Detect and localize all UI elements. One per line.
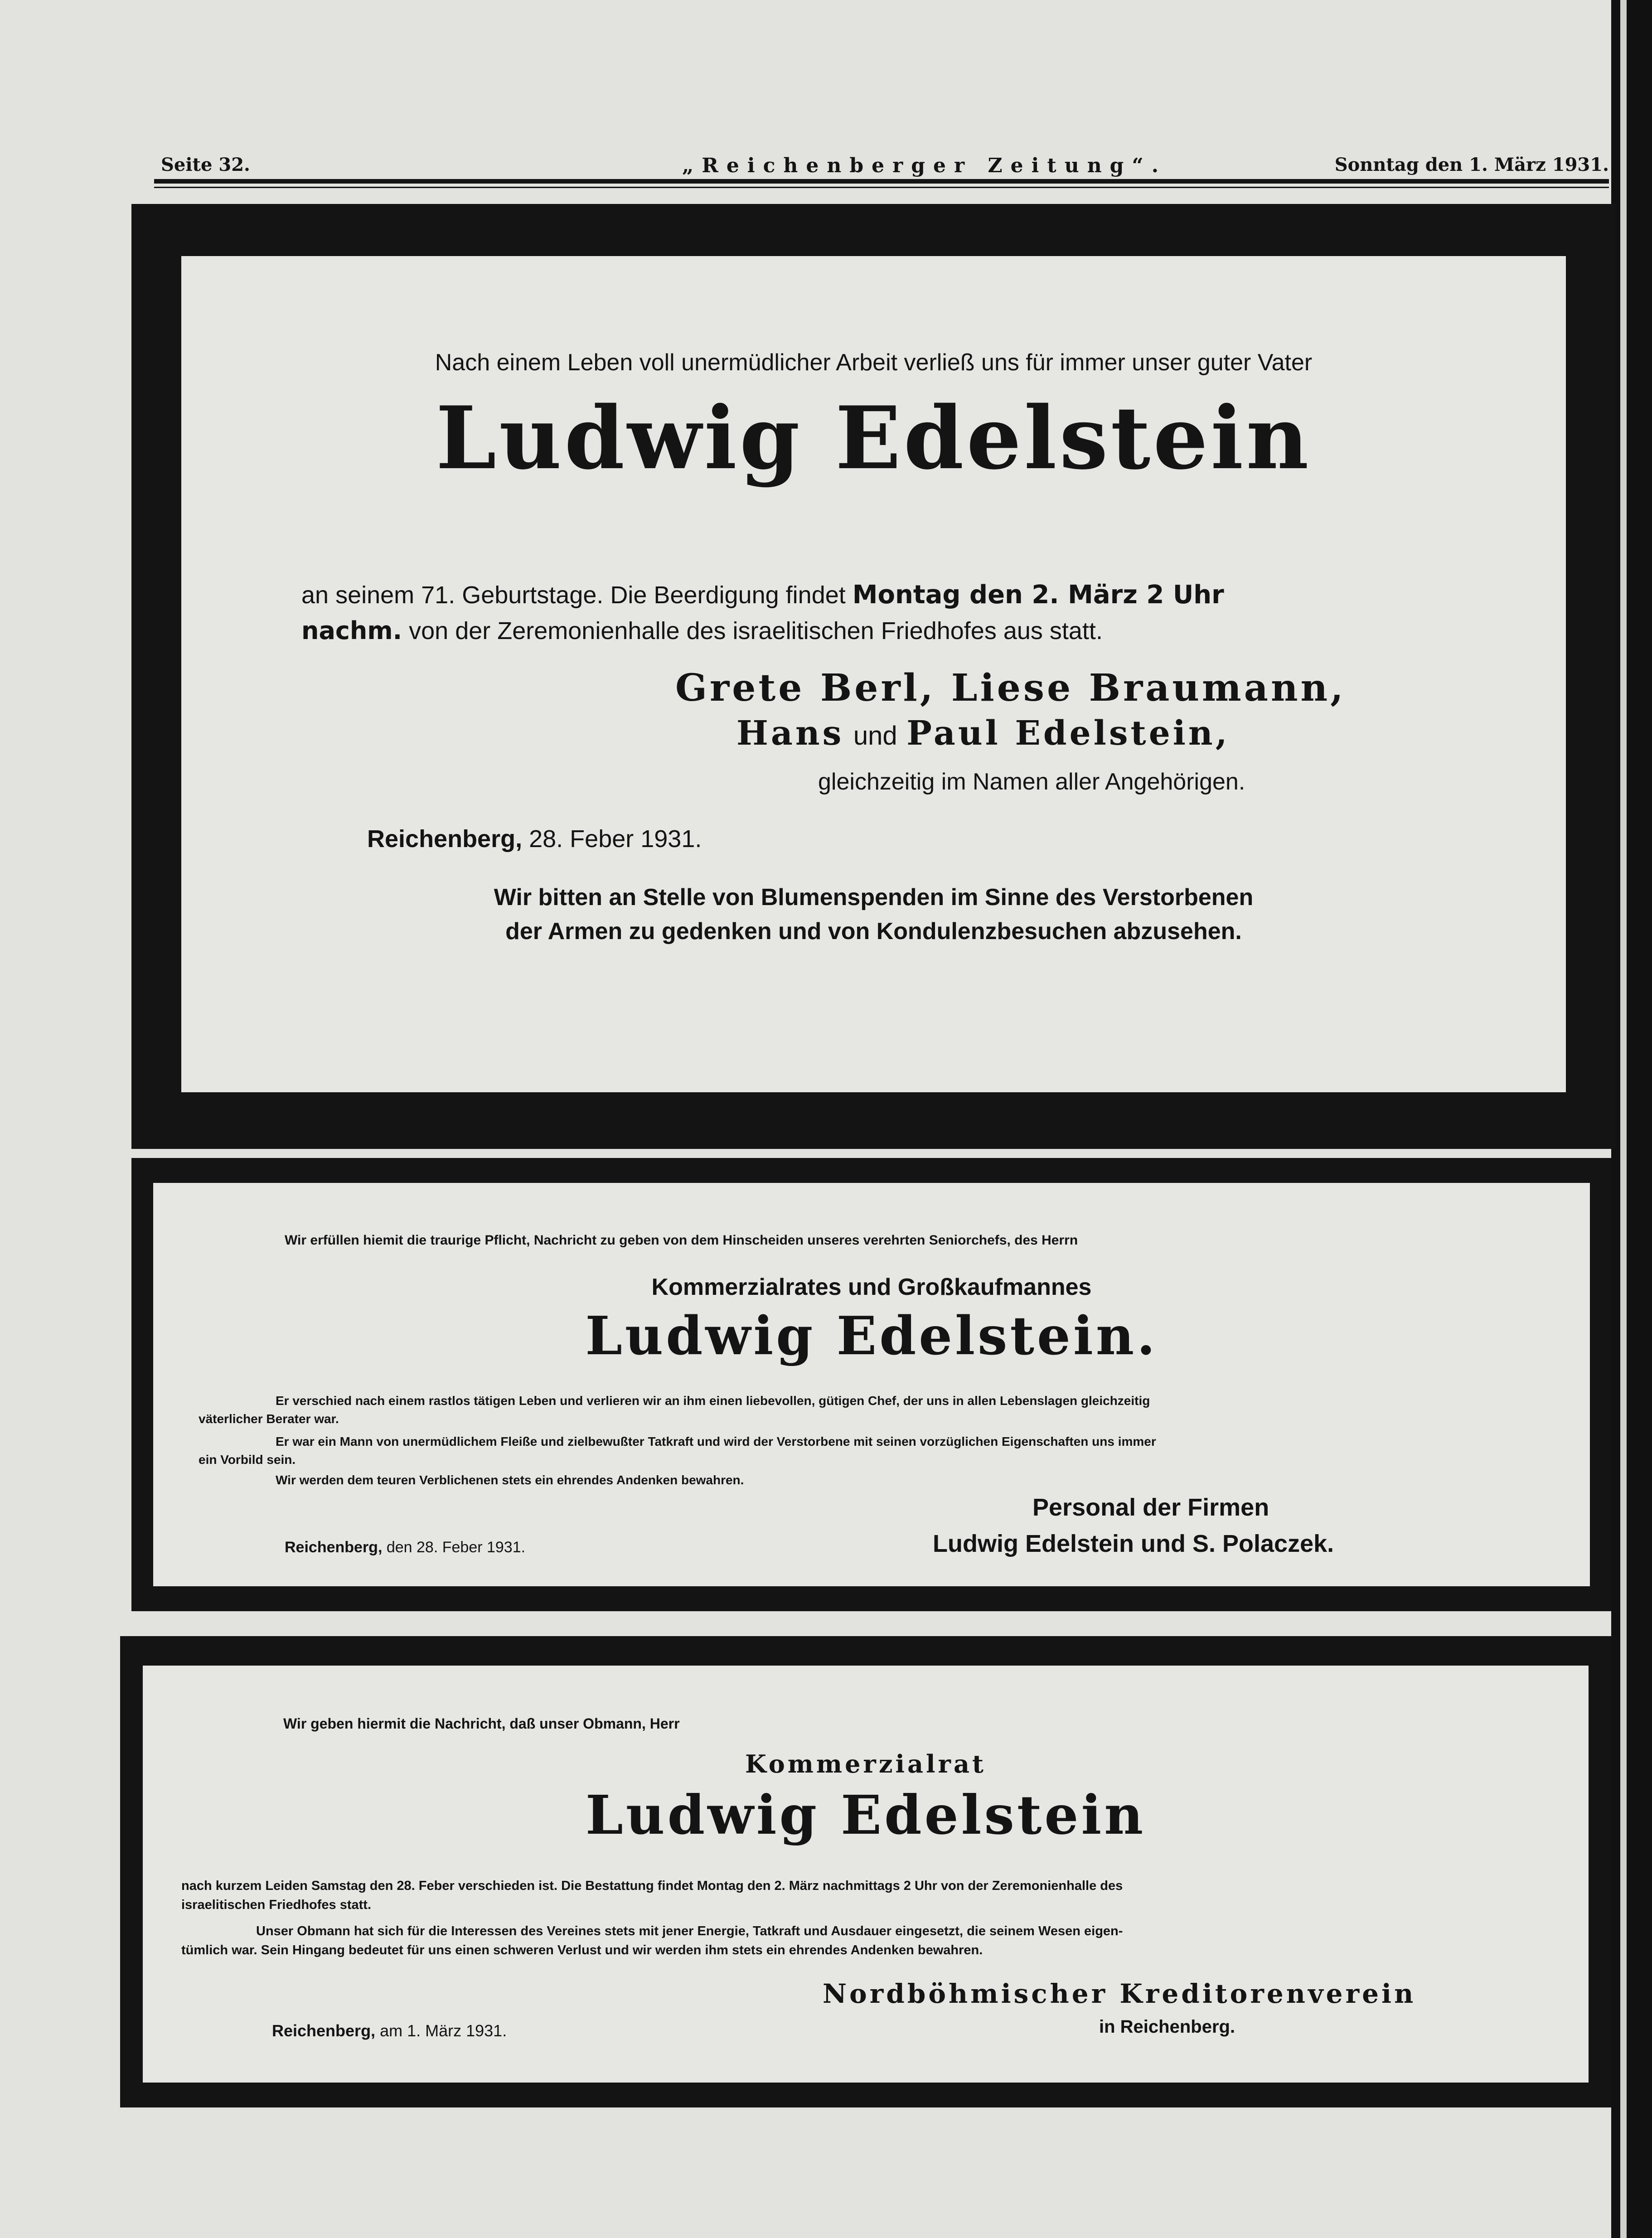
header-rule (154, 179, 1609, 184)
staff-para-2b: ein Vorbild sein. (199, 1453, 296, 1467)
association-date: am 1. März 1931. (380, 2021, 507, 2040)
header-rule-thin (154, 187, 1609, 188)
scan-edge (1611, 0, 1652, 2238)
relatives-line: gleichzeitig im Namen aller Angehörigen. (818, 769, 1245, 795)
obituary-intro: Nach einem Leben voll unermüdlicher Arbeit verließ uns für immer unser guter Vater (435, 349, 1313, 376)
association-para-2b: tümlich war. Sein Hingang bedeutet für uns einen schweren Verlust und wir werden ihm stets ein ehrendes Andenken bewahren. (181, 1943, 983, 1957)
staff-title: Kommerzialrates und Großkaufmannes (651, 1274, 1092, 1300)
association-para-2a: Unser Obmann hat sich für die Interessen des Vereines stets mit jener Energie, Tatkraft und Ausdauer eingesetzt, die seinem Wesen eigen- (256, 1924, 1123, 1938)
funeral-date: Montag den 2. März 2 Uhr (852, 580, 1224, 610)
staff-para-2a: Er war ein Mann von unermüdlichem Fleiße und zielbewußter Tatkraft und wird der Verstorbene mit seinen vorzüglichen Eigenschaften uns immer (276, 1434, 1156, 1448)
staff-date: den 28. Feber 1931. (386, 1539, 526, 1556)
funeral-line-1-text: an seinem 71. Geburtstage. Die Beerdigung findet (301, 581, 846, 609)
funeral-time: nachm. (301, 616, 402, 645)
association-signature-2: in Reichenberg. (1099, 2017, 1235, 2037)
association-signature-1: Nordböhmischer Kreditorenverein (823, 1978, 1416, 2009)
signers-line-1: Grete Berl, Liese Braumann, (675, 666, 1346, 710)
staff-signature-1: Personal der Firmen (1032, 1494, 1269, 1521)
association-para-1b: israelitischen Friedhofes statt. (181, 1898, 372, 1912)
funeral-line-2 (301, 616, 1103, 645)
staff-place-date (285, 1539, 525, 1556)
association-place: Reichenberg, (272, 2021, 376, 2040)
place-date (367, 825, 702, 853)
staff-deceased-name: Ludwig Edelstein. (585, 1305, 1158, 1367)
deceased-name: Ludwig Edelstein (436, 388, 1312, 489)
obituary-staff-panel (149, 1178, 1594, 1591)
staff-para-3: Wir werden dem teuren Verblichenen stets ein ehrendes Andenken bewahren. (276, 1473, 744, 1487)
obituary-family (131, 204, 1616, 1149)
staff-intro: Wir erfüllen hiemit die traurige Pflicht, Nachricht zu geben von dem Hinscheiden unseres verehrten Seniorchefs, des Herrn (285, 1233, 1078, 1248)
obituary-family-panel (177, 252, 1570, 1097)
page-header (161, 154, 1609, 181)
issue-date: Sonntag den 1. März 1931. (1334, 154, 1609, 175)
staff-para-1a: Er verschied nach einem rastlos tätigen Leben und verlieren wir an ihm einen liebevollen, gütigen Chef, der uns in allen Lebenslagen gleichzeitig (276, 1394, 1150, 1408)
staff-signature-2: Ludwig Edelstein und S. Polaczek. (933, 1530, 1334, 1557)
frame-notch (770, 1110, 965, 1142)
signer-paul: Paul Edelstein, (906, 714, 1230, 753)
association-place-date (272, 2021, 507, 2040)
place: Reichenberg, (367, 825, 523, 853)
request-line-1: Wir bitten an Stelle von Blumenspenden im Sinne des Verstorbenen (494, 884, 1254, 911)
page-number: Seite 32. (161, 154, 250, 175)
signer-hans: Hans (736, 714, 844, 753)
date: 28. Feber 1931. (529, 825, 702, 853)
newspaper-title: „Reichenberger Zeitung“. (682, 154, 1167, 177)
association-intro: Wir geben hiermit die Nachricht, daß unser Obmann, Herr (283, 1715, 680, 1732)
request-line-2: der Armen zu gedenken und von Kondulenzbesuchen abzusehen. (505, 918, 1242, 945)
association-deceased-name: Ludwig Edelstein (585, 1783, 1146, 1846)
obituary-staff (131, 1158, 1611, 1611)
association-title: Kommerzialrat (745, 1749, 986, 1778)
obituary-association-panel (138, 1661, 1593, 2087)
signers-line-2 (736, 714, 1230, 753)
obituary-association (120, 1636, 1611, 2107)
staff-place: Reichenberg, (285, 1539, 383, 1556)
signer-and: und (853, 721, 897, 751)
funeral-place: von der Zeremonienhalle des israelitischen Friedhofes aus statt. (409, 617, 1103, 644)
funeral-line-1 (301, 580, 1224, 610)
association-para-1a: nach kurzem Leiden Samstag den 28. Feber verschieden ist. Die Bestattung findet Montag den 2. März nachmittags 2 Uhr von der Zeremonienhalle des (181, 1879, 1123, 1893)
staff-para-1b: väterlicher Berater war. (199, 1412, 339, 1426)
scan-edge-gap (1620, 0, 1627, 2238)
